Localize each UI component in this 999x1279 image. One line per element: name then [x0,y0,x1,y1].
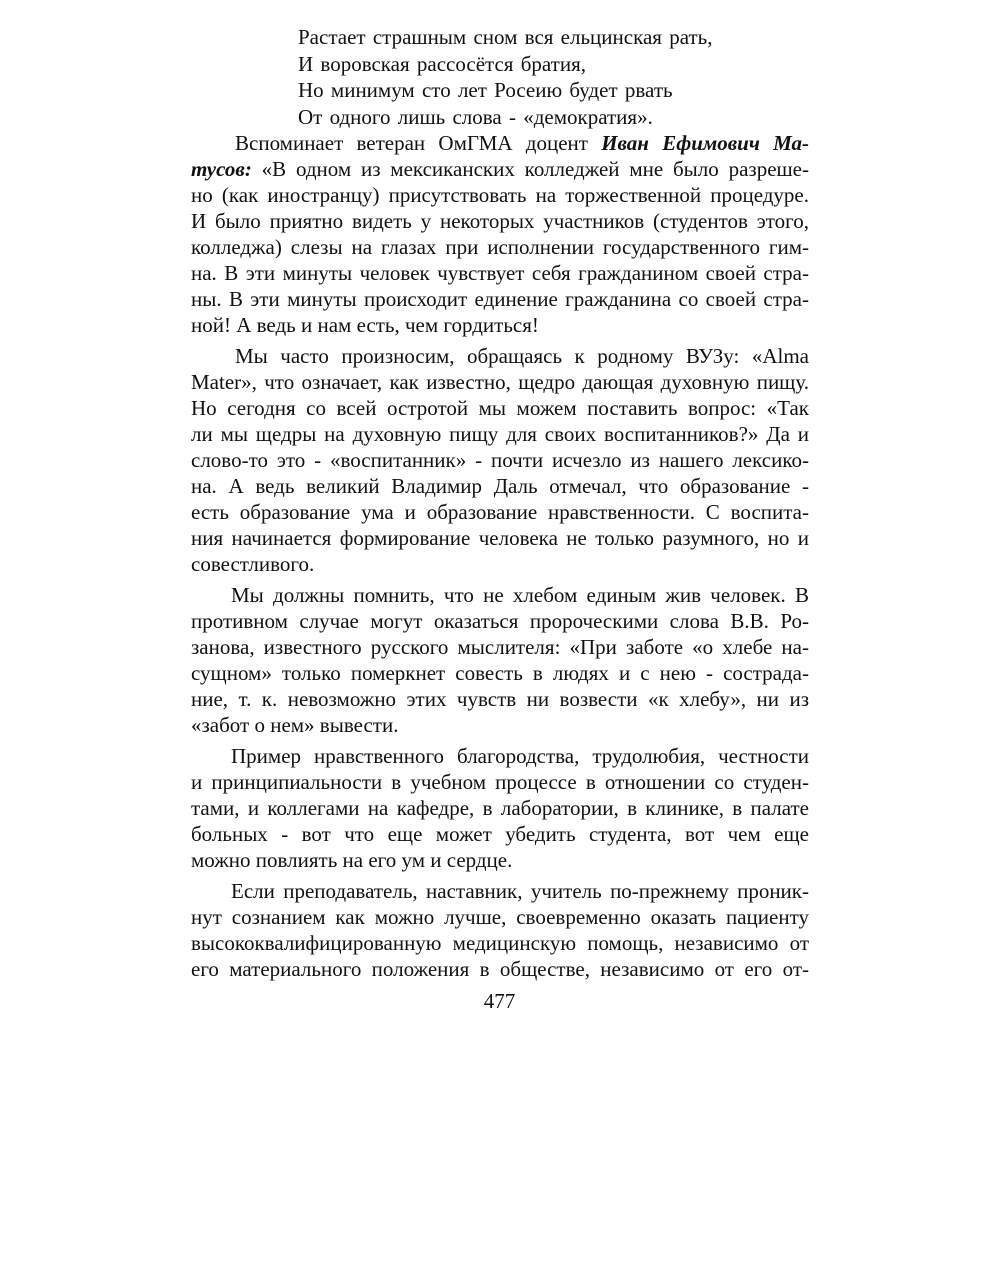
text-line: И было приятно видеть у некоторых участников (студентов этого, [191,209,809,233]
text-line: тами, и коллегами на кафедре, в лаборатории, в клинике, в палате [191,796,809,820]
text-line [191,156,809,182]
paragraph-alma-mater [191,343,809,577]
text-line: колледжа) слезы на глазах при исполнении государственного гим- [191,235,809,259]
text-line: Но сегодня со всей остротой мы можем поставить вопрос: «Так [191,396,809,420]
text-line: «забот о нем» вывести. [191,713,399,737]
paragraph-rozanov [191,582,809,738]
body-text [191,130,809,982]
poem-line: Растает страшным сном вся ельцинская рать, [298,25,713,49]
paragraph-teacher [191,878,809,982]
text-line: на. В эти минуты человек чувствует себя гражданином своей стра- [191,261,809,285]
poem-line: Но минимум сто лет Росеию будет рвать [298,78,673,102]
text-line: противном случае могут оказаться пророческими слова В.В. Ро- [191,609,809,633]
text-line: ние, т. к. невозможно этих чувств ни возвести «к хлебу», ни из [191,687,809,711]
poem-stanza [298,24,798,130]
text-line [191,130,809,156]
person-name: тусов: [191,157,252,181]
paragraph-example [191,743,809,873]
text-line: Пример нравственного благородства, трудолюбия, честности [231,744,809,768]
text-line: есть образование ума и образование нравственности. С воспита- [191,500,809,524]
person-name: Иван Ефимович Ма- [601,131,809,155]
poem-line: И воровская рассосётся братия, [298,51,586,76]
text-line: ны. В эти минуты происходит единение гражданина со своей стра- [191,287,809,311]
text-line: слово-то это - «воспитанник» - почти исчезло из нашего лексико- [191,448,809,472]
page-number: 477 [483,989,516,1013]
text-line: Mater», что означает, как известно, щедро дающая духовную пищу. [191,370,809,394]
text-line: и принципиальности в учебном процессе в отношении со студен- [191,770,809,794]
text-line: на. А ведь великий Владимир Даль отмечал, что образование - [191,474,809,498]
text-line: можно повлиять на его ум и сердце. [191,848,513,872]
poem-line: От одного лишь слова - «демократия». [298,104,653,129]
text-line: его материального положения в обществе, независимо от его от- [191,957,809,981]
text-line: ной! А ведь и нам есть, чем гордиться! [191,313,539,337]
text-line: нут сознанием как можно лучше, своевременно оказать пациенту [191,905,809,929]
text-line: занова, известного русского мыслителя: «При заботе «о хлебе на- [191,635,809,659]
text-line: ния начинается формирование человека не только разумного, но и [191,526,809,550]
text-line: сущном» только померкнет совесть в людях и с нею - сострада- [191,661,809,685]
text-line: Мы часто произносим, обращаясь к родному ВУЗу: «Alma [235,344,809,368]
text-line: Мы должны помнить, что не хлебом единым жив человек. В [231,583,809,607]
text-line: но (как иностранцу) присутствовать на торжественной процедуре. [191,183,809,207]
text-line: ли мы щедры на духовную пищу для своих воспитанников?» Да и [191,422,809,446]
paragraph-matusov [191,130,809,338]
text-line: больных - вот что еще может убедить студента, вот чем еще [191,822,809,846]
text-span: «В одном из мексиканских колледжей мне было разреше- [251,157,809,181]
text-line: совестливого. [191,552,315,576]
text-span: Вспоминает ветеран ОмГМА доцент [235,131,602,155]
text-line: высококвалифицированную медицинскую помощь, независимо от [191,931,809,955]
text-line: Если преподаватель, наставник, учитель по-прежнему проник- [231,879,809,903]
